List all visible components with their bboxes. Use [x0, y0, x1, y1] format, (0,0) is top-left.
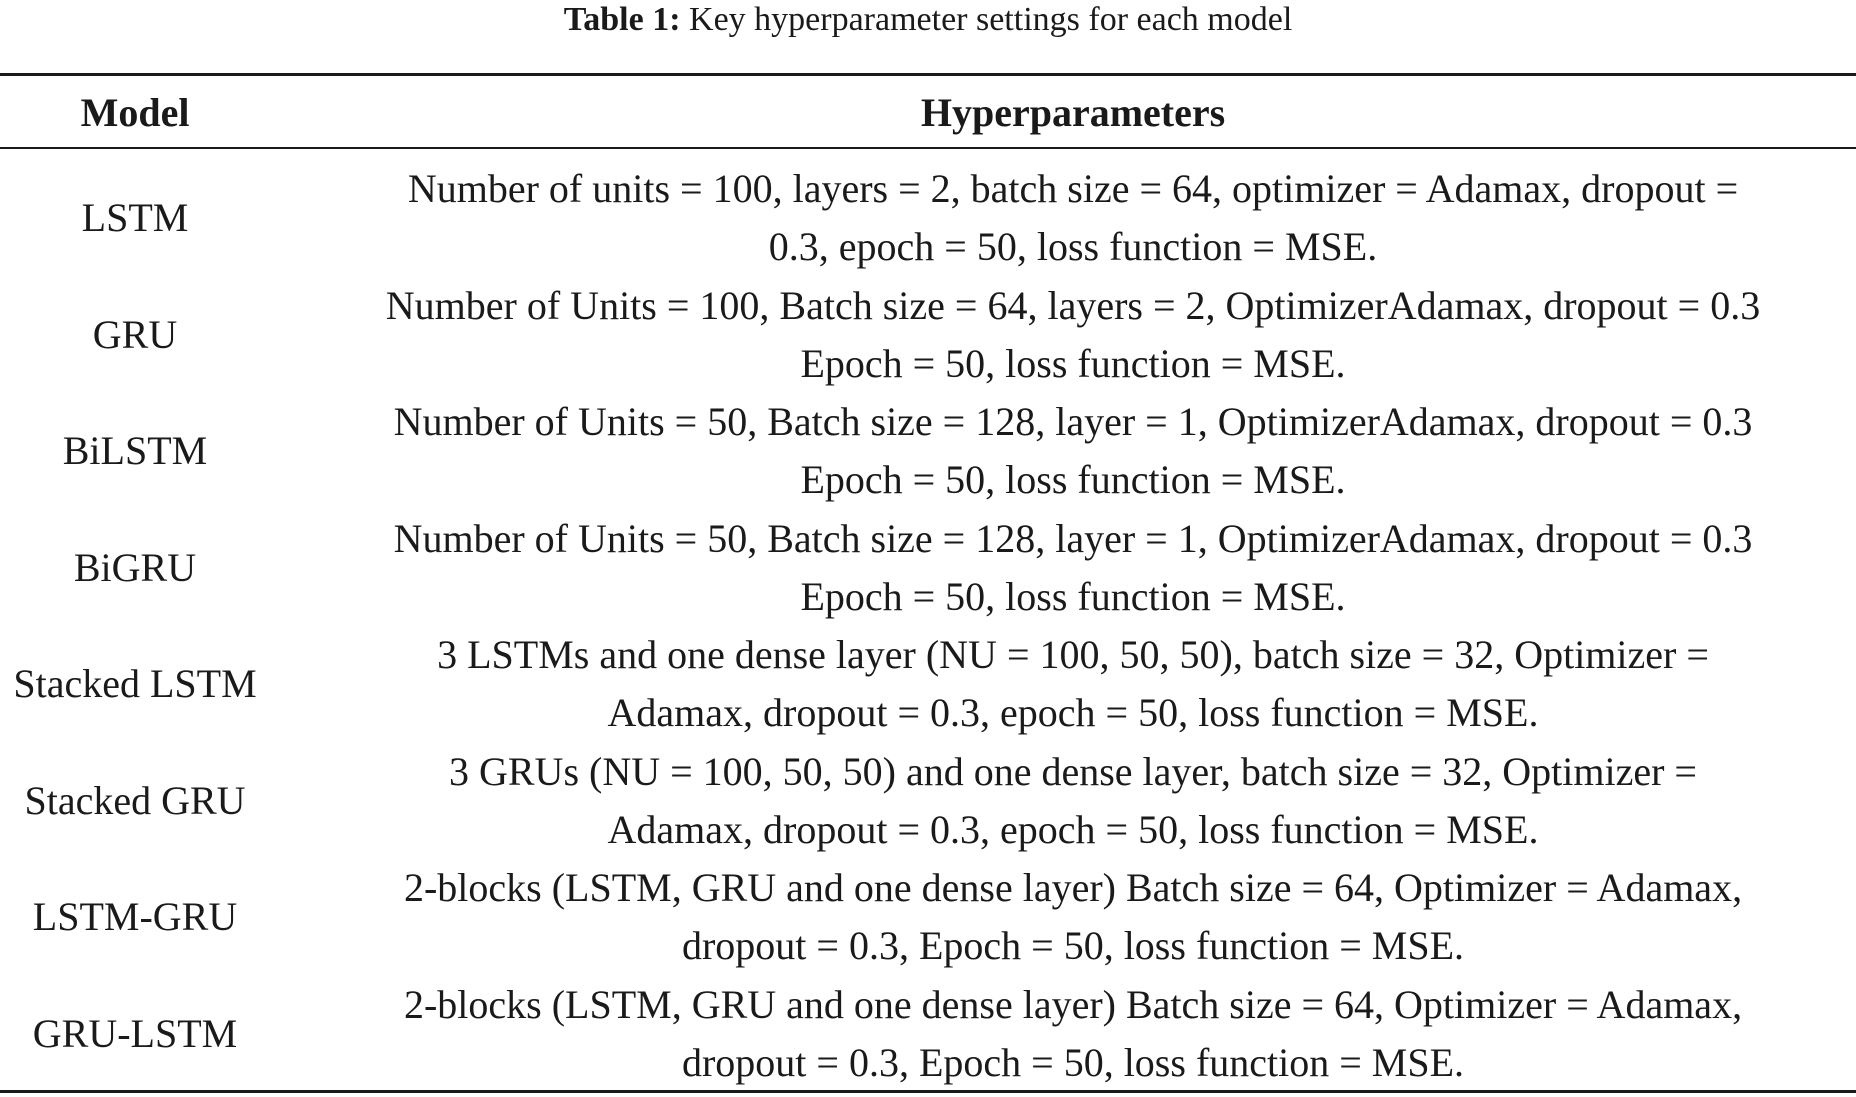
table-row [0, 626, 1856, 743]
hyperparameters-cell [290, 626, 1856, 743]
top-rule [0, 73, 1856, 76]
header-rule [0, 147, 1856, 149]
caption-label: Table 1: [563, 1, 681, 38]
hyperparameters-cell [290, 510, 1856, 627]
table-row [0, 976, 1856, 1093]
hyperparameters-line: 2-blocks (LSTM, GRU and one dense layer) Batch size = 64, Optimizer = Adamax, [403, 865, 1743, 910]
model-cell: BiGRU [73, 544, 197, 590]
hyperparameters-line: Adamax, dropout = 0.3, epoch = 50, loss function = MSE. [607, 806, 1539, 852]
hyperparameters-line: Epoch = 50, loss function = MSE. [800, 573, 1346, 619]
hyperparameters-cell [290, 160, 1856, 277]
hyperparameters-line: Number of Units = 50, Batch size = 128, layer = 1, OptimizerAdamax, dropout = 0.3 [393, 399, 1753, 444]
model-cell: GRU-LSTM [32, 1010, 238, 1056]
hyperparameters-cell [290, 393, 1856, 510]
hyperparameters-line: Number of units = 100, layers = 2, batch size = 64, optimizer = Adamax, dropout = [407, 166, 1739, 211]
table-row [0, 510, 1856, 627]
header-model: Model [80, 90, 190, 135]
caption-text: Key hyperparameter settings for each model [689, 1, 1293, 38]
header-hyperparameters: Hyperparameters [920, 90, 1226, 135]
table-row [0, 743, 1856, 860]
hyperparameters-line: dropout = 0.3, Epoch = 50, loss function = MSE. [681, 923, 1465, 968]
bottom-rule [0, 1090, 1856, 1093]
model-cell: Stacked GRU [24, 777, 246, 823]
table-row [0, 393, 1856, 510]
hyperparameters-cell [290, 743, 1856, 860]
hyperparameters-line: Adamax, dropout = 0.3, epoch = 50, loss function = MSE. [607, 690, 1539, 735]
table-row [0, 859, 1856, 976]
hyperparameters-cell [290, 976, 1856, 1093]
table-body [0, 160, 1856, 1092]
hyperparameters-line: Epoch = 50, loss function = MSE. [800, 340, 1346, 386]
model-cell: LSTM [81, 195, 189, 241]
hyperparameters-line: Epoch = 50, loss function = MSE. [800, 457, 1346, 502]
hyperparameters-line: dropout = 0.3, Epoch = 50, loss function = MSE. [681, 1039, 1465, 1085]
table-row [0, 277, 1856, 394]
hyperparameters-cell [290, 859, 1856, 976]
hyperparameters-line: Number of Units = 100, Batch size = 64, layers = 2, OptimizerAdamax, dropout = 0.3 [385, 282, 1761, 328]
table-row [0, 160, 1856, 277]
hyperparameters-line: 2-blocks (LSTM, GRU and one dense layer) Batch size = 64, Optimizer = Adamax, [403, 981, 1743, 1027]
hyperparameters-line: Number of Units = 50, Batch size = 128, layer = 1, OptimizerAdamax, dropout = 0.3 [393, 515, 1753, 561]
model-cell: GRU [92, 311, 178, 357]
hyperparameters-cell [290, 277, 1856, 394]
model-cell: LSTM-GRU [32, 894, 238, 940]
hyperparameters-line: 3 LSTMs and one dense layer (NU = 100, 50, 50), batch size = 32, Optimizer = [437, 632, 1709, 677]
model-cell: BiLSTM [62, 428, 208, 474]
table-caption [0, 0, 1856, 40]
hyperparameters-line: 3 GRUs (NU = 100, 50, 50) and one dense layer, batch size = 32, Optimizer = [448, 748, 1697, 794]
hyperparameters-line: 0.3, epoch = 50, loss function = MSE. [768, 224, 1378, 269]
model-cell: Stacked LSTM [13, 661, 257, 707]
